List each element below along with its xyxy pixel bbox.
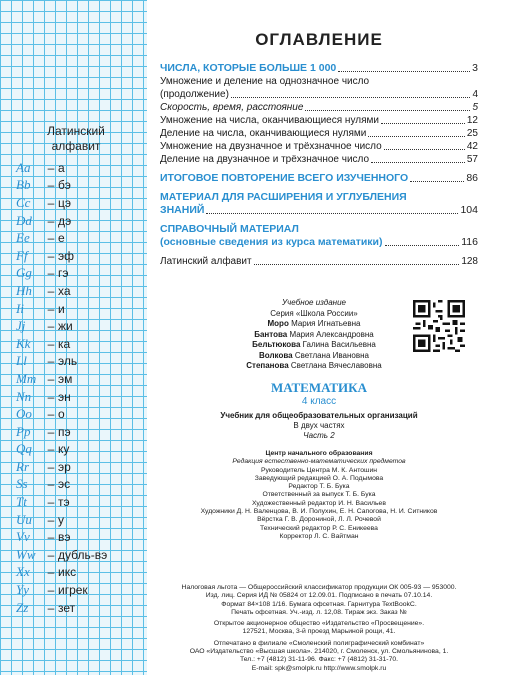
dash: – bbox=[47, 600, 55, 615]
author: Бантова Мария Александровна bbox=[254, 329, 374, 339]
alphabet-row bbox=[16, 476, 107, 494]
toc-item[interactable]: Деление на двузначное и трёхзначное число 57 bbox=[160, 154, 478, 165]
pronunciation: и bbox=[58, 301, 65, 316]
author: Степанова Светлана Вячеславовна bbox=[246, 361, 382, 370]
toc-section-reference[interactable]: СПРАВОЧНЫЙ МАТЕРИАЛ (основные сведения из курса математики) 116 bbox=[160, 223, 478, 248]
latin-letter: Ii bbox=[16, 300, 24, 316]
author: Волкова Светлана Ивановна bbox=[259, 350, 369, 360]
dash: – bbox=[47, 512, 55, 527]
publisher-line: ОАО «Издательство «Высшая школа». 214020, г. Смоленск, ул. Смольянинова, 1. bbox=[189, 648, 449, 656]
pronunciation: игрек bbox=[58, 583, 88, 598]
dash: – bbox=[47, 424, 55, 439]
pronunciation: ка bbox=[58, 336, 71, 351]
pronunciation: ку bbox=[58, 442, 70, 457]
alphabet-row bbox=[16, 528, 107, 546]
toc-item[interactable]: Умножение на числа, оканчивающиеся нулями 12 bbox=[160, 115, 478, 126]
publisher-line: Формат 84×108 1/16. Бумага офсетная. Гарнитура TextBookC. bbox=[221, 600, 417, 608]
pronunciation: вэ bbox=[58, 530, 71, 545]
alphabet-row bbox=[16, 441, 107, 459]
latin-letter: Ss bbox=[16, 476, 28, 492]
toc-section-numbers[interactable]: ЧИСЛА, КОТОРЫЕ БОЛЬШЕ 1 000 3 bbox=[160, 62, 478, 74]
latin-letter: Pp bbox=[16, 423, 31, 439]
dash: – bbox=[47, 213, 55, 228]
pronunciation: эм bbox=[58, 371, 73, 386]
latin-letter: Uu bbox=[16, 511, 32, 527]
latin-letter: Ww bbox=[16, 546, 36, 562]
dash: – bbox=[47, 195, 55, 210]
latin-letter: Ee bbox=[16, 230, 30, 246]
latin-letter: Ff bbox=[16, 247, 28, 263]
pronunciation: икс bbox=[58, 565, 77, 580]
alphabet-row bbox=[16, 458, 107, 476]
credit-line: Художественный редактор И. Н. Васильев bbox=[252, 499, 386, 507]
publisher-line: Открытое акционерное общество «Издательство «Просвещение». bbox=[213, 620, 425, 628]
pronunciation: гэ bbox=[58, 266, 69, 281]
latin-letter: Jj bbox=[16, 318, 26, 334]
toc-item[interactable]: Деление на числа, оканчивающиеся нулями 25 bbox=[160, 128, 478, 139]
latin-letter: Xx bbox=[16, 564, 30, 580]
dash: – bbox=[47, 354, 55, 369]
book-info: МАТЕМАТИКА 4 класс Учебник для общеобразовательных организаций В двух частях Часть 2 bbox=[160, 380, 478, 441]
publisher-line: Отпечатано в филиале «Смоленский полиграфический комбинат» bbox=[213, 639, 425, 647]
credit-line: Корректор Л. С. Вайтман bbox=[279, 532, 359, 540]
alphabet-row bbox=[16, 247, 107, 265]
qr-code-icon bbox=[413, 300, 465, 352]
alphabet-row bbox=[16, 194, 107, 212]
pronunciation: е bbox=[58, 231, 65, 246]
dash: – bbox=[47, 231, 55, 246]
latin-letter: Qq bbox=[16, 441, 32, 457]
pronunciation: эф bbox=[58, 248, 74, 263]
alphabet-row bbox=[16, 581, 107, 599]
latin-letter: Bb bbox=[16, 177, 31, 193]
toc-item[interactable]: Умножение и деление на однозначное число (продолжение) 4 bbox=[160, 76, 478, 100]
latin-letter: Ll bbox=[16, 353, 27, 369]
dash: – bbox=[47, 248, 55, 263]
dash: – bbox=[47, 459, 55, 474]
alphabet-row bbox=[16, 564, 107, 582]
latin-letter: Vv bbox=[16, 529, 30, 545]
dash: – bbox=[47, 389, 55, 404]
credit-line: Художники Д. Н. Валенцова, В. И. Полухин, Е. Н. Сапогова, Н. И. Ситников bbox=[200, 508, 438, 516]
toc-item[interactable]: Умножение на двузначное и трёхзначное число 42 bbox=[160, 141, 478, 152]
alphabet-panel bbox=[0, 0, 147, 675]
credit-line: Заведующий редакцией О. А. Подымова bbox=[254, 474, 384, 482]
dash: – bbox=[47, 583, 55, 598]
publisher-line: Налоговая льгота — Общероссийский классификатор продукции ОК 005-93 — 953000. bbox=[181, 584, 457, 591]
dash: – bbox=[47, 371, 55, 386]
publisher-line: Печать офсетная. Уч.-изд. л. 12,08. Тираж экз. Заказ № bbox=[231, 608, 407, 616]
latin-letter: Kk bbox=[16, 335, 31, 351]
dash: – bbox=[47, 266, 55, 281]
dash: – bbox=[47, 495, 55, 510]
latin-letter: Cc bbox=[16, 194, 31, 210]
alphabet-row bbox=[16, 493, 107, 511]
pronunciation: пэ bbox=[58, 424, 71, 439]
dash: – bbox=[47, 407, 55, 422]
alphabet-row bbox=[16, 423, 107, 441]
alphabet-row bbox=[16, 511, 107, 529]
dash: – bbox=[47, 477, 55, 492]
dash: – bbox=[47, 565, 55, 580]
toc-section-extension[interactable]: МАТЕРИАЛ ДЛЯ РАСШИРЕНИЯ И УГЛУБЛЕНИЯ ЗНАНИЙ 104 bbox=[160, 191, 478, 216]
pronunciation: эн bbox=[58, 389, 71, 404]
credit-line: Центр начального образования bbox=[265, 450, 373, 457]
alphabet-row bbox=[16, 599, 107, 617]
alphabet-row bbox=[16, 212, 107, 230]
pronunciation: эр bbox=[58, 459, 71, 474]
publisher-line: E-mail: spk@smolpk.ru http://www.smolpk.ru bbox=[251, 664, 387, 672]
author-list bbox=[234, 319, 394, 372]
dash: – bbox=[47, 301, 55, 316]
pronunciation: эс bbox=[58, 477, 71, 492]
book-title: МАТЕМАТИКА bbox=[271, 380, 367, 395]
imprint-authors: Учебное издание Серия «Школа России» Моро Мария Игнатьевна Бантова Мария Александровна Бельтюкова Галина Васильевна Волкова Светлана Ивановна Степанова Светлана Вячеславовна bbox=[234, 298, 394, 372]
alphabet-list bbox=[16, 159, 107, 616]
publisher-line: Изд. лиц. Серия ИД № 05824 от 12.09.01. Подписано в печать 07.10.14. bbox=[205, 592, 433, 600]
pronunciation: зет bbox=[58, 600, 76, 615]
dash: – bbox=[47, 160, 55, 175]
table-of-contents bbox=[160, 62, 478, 268]
toc-item[interactable]: Скорость, время, расстояние 5 bbox=[160, 102, 478, 113]
page-title: ОГЛАВЛЕНИЕ bbox=[255, 30, 383, 49]
alphabet-row bbox=[16, 546, 107, 564]
credit-line: Редактор Т. Б. Бука bbox=[288, 483, 350, 491]
latin-letter: Rr bbox=[16, 458, 29, 474]
dash: – bbox=[47, 442, 55, 457]
book-grade: 4 класс bbox=[301, 396, 337, 407]
alphabet-row bbox=[16, 177, 107, 195]
pronunciation: у bbox=[58, 512, 64, 527]
alphabet-row bbox=[16, 282, 107, 300]
credits-list bbox=[160, 450, 478, 541]
alphabet-row bbox=[16, 370, 107, 388]
pronunciation: о bbox=[58, 407, 65, 422]
dash: – bbox=[47, 547, 55, 562]
latin-letter: Oo bbox=[16, 406, 32, 422]
pronunciation: жи bbox=[58, 319, 73, 334]
pronunciation: дубль-вэ bbox=[58, 547, 108, 562]
latin-letter: Yy bbox=[16, 582, 29, 598]
pronunciation: цэ bbox=[58, 195, 71, 210]
pronunciation: а bbox=[58, 160, 65, 175]
pronunciation: бэ bbox=[58, 178, 71, 193]
latin-letter: Tt bbox=[16, 494, 27, 510]
alphabet-row bbox=[16, 353, 107, 371]
pronunciation: дэ bbox=[58, 213, 72, 228]
latin-letter: Aa bbox=[16, 159, 31, 175]
alphabet-row bbox=[16, 159, 107, 177]
alphabet-row bbox=[16, 265, 107, 283]
alphabet-row bbox=[16, 317, 107, 335]
latin-letter: Mm bbox=[16, 370, 37, 386]
pronunciation: эль bbox=[58, 354, 78, 369]
toc-section-review[interactable]: ИТОГОВОЕ ПОВТОРЕНИЕ ВСЕГО ИЗУЧЕННОГО 86 bbox=[160, 172, 478, 184]
publisher-line: Тел.: +7 (4812) 31-11-96. Факс: +7 (4812) 31-31-70. bbox=[239, 656, 399, 664]
alphabet-row bbox=[16, 229, 107, 247]
dash: – bbox=[47, 319, 55, 334]
dash: – bbox=[47, 336, 55, 351]
credit-line: Руководитель Центра М. К. Антошин bbox=[260, 466, 378, 474]
credit-line: Технический редактор Р. С. Еникеева bbox=[260, 524, 378, 532]
credit-line: Редакция естественно-математических предметов bbox=[232, 458, 406, 466]
latin-letter: Gg bbox=[16, 265, 32, 281]
publisher-line: 127521, Москва, 3-й проезд Марьиной рощи, 41. bbox=[242, 628, 396, 636]
dash: – bbox=[47, 530, 55, 545]
pronunciation: ха bbox=[58, 283, 71, 298]
alphabet-row bbox=[16, 405, 107, 423]
latin-letter: Nn bbox=[16, 388, 32, 404]
alphabet-row bbox=[16, 388, 107, 406]
dash: – bbox=[47, 283, 55, 298]
author: Моро Мария Игнатьевна bbox=[267, 319, 361, 328]
latin-letter: Hh bbox=[16, 282, 32, 298]
dash: – bbox=[47, 178, 55, 193]
author: Бельтюкова Галина Васильевна bbox=[252, 340, 376, 349]
pronunciation: тэ bbox=[58, 495, 70, 510]
toc-item[interactable]: Латинский алфавит 128 bbox=[160, 256, 478, 267]
credit-line: Ответственный за выпуск Т. Б. Бука bbox=[262, 491, 376, 499]
alphabet-row bbox=[16, 300, 107, 318]
credit-line: Вёрстка Г. В. Дорониной, Л. Л. Рочевой bbox=[257, 516, 381, 524]
latin-letter: Dd bbox=[16, 212, 32, 228]
alphabet-title: Латинский алфавит bbox=[47, 124, 105, 153]
publisher-info bbox=[160, 584, 478, 673]
latin-letter: Zz bbox=[16, 599, 29, 615]
alphabet-row bbox=[16, 335, 107, 353]
